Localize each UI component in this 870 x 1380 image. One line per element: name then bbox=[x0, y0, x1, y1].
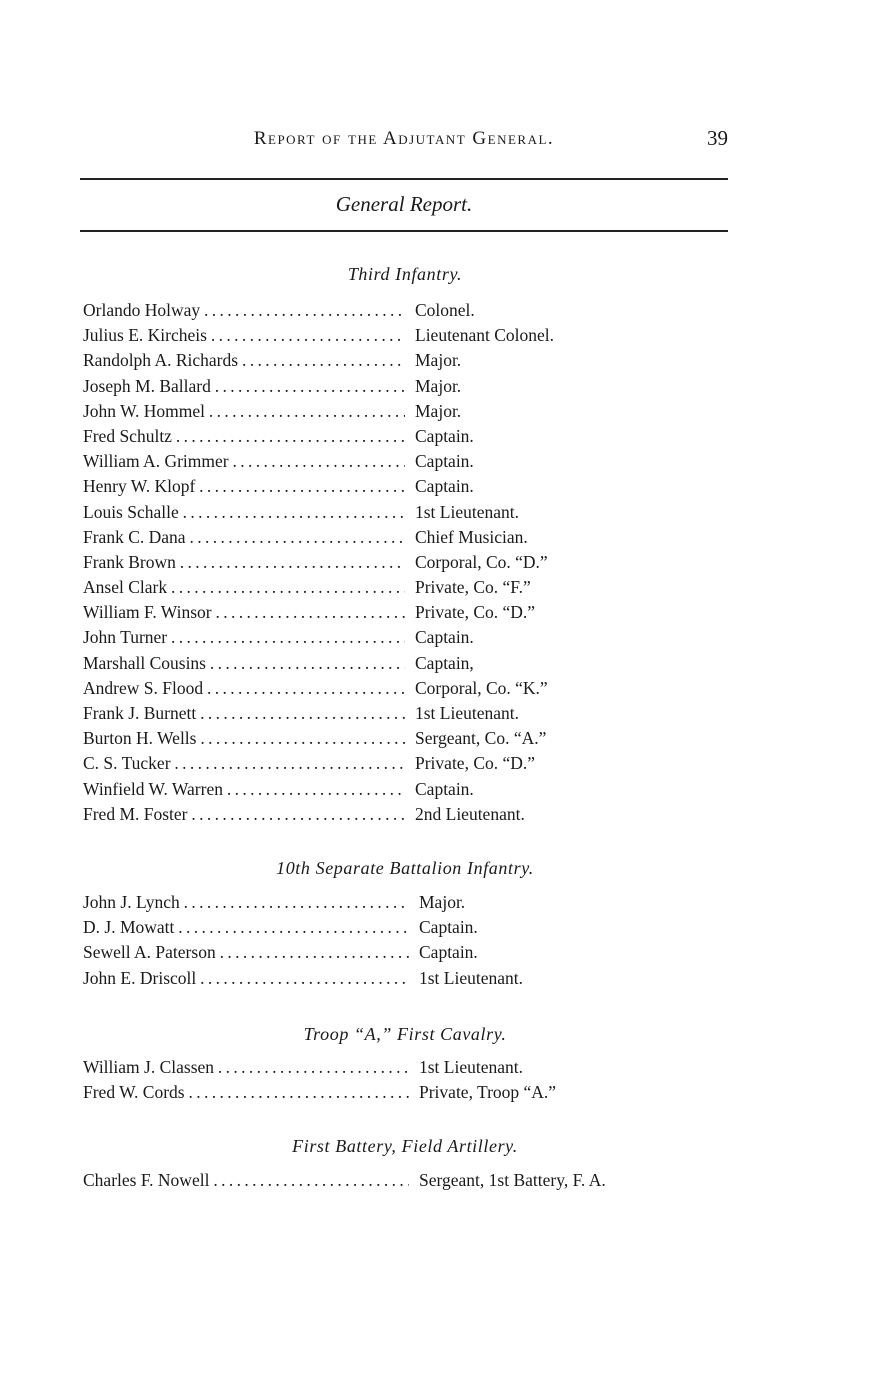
member-rank: 1st Lieutenant. bbox=[415, 501, 520, 522]
member-rank: Major. bbox=[415, 400, 462, 421]
member-rank: Private, Co. “D.” bbox=[415, 753, 536, 774]
member-name: C. S. Tucker . . . bbox=[83, 751, 405, 776]
member-rank: Sergeant, 1st Battery, F. A. bbox=[419, 1170, 606, 1190]
bottom-rule bbox=[80, 230, 728, 232]
member-name: Julius E. Kircheis . . . bbox=[83, 323, 405, 348]
member-rank: Captain, bbox=[415, 652, 474, 673]
member-rank: Major. bbox=[415, 375, 462, 396]
member-rank: Captain. bbox=[415, 627, 474, 648]
member-name: William J. Classen . . . bbox=[83, 1055, 409, 1080]
member-name: Henry W. Klopf . . . bbox=[83, 474, 405, 499]
roster-entry bbox=[83, 525, 603, 550]
roster-troop-a-first-cavalry bbox=[83, 1055, 603, 1105]
member-name: Orlando Holway . . . bbox=[83, 298, 405, 323]
member-name: Sewell A. Paterson . . . bbox=[83, 940, 409, 965]
member-name: D. J. Mowatt . . . bbox=[83, 915, 409, 940]
member-rank: 1st Lieutenant. bbox=[415, 703, 520, 723]
member-name: John Turner . . . bbox=[83, 625, 405, 650]
roster-entry bbox=[83, 424, 603, 449]
member-rank: Corporal, Co. “D.” bbox=[415, 551, 548, 572]
member-rank: 1st Lieutenant. bbox=[419, 1057, 524, 1077]
member-name: John E. Driscoll . . . bbox=[83, 966, 409, 991]
member-name: Joseph M. Ballard . . . bbox=[83, 374, 405, 399]
roster-entry bbox=[83, 940, 603, 965]
member-rank: 2nd Lieutenant. bbox=[415, 803, 525, 824]
member-name: Fred W. Cords . . . bbox=[83, 1080, 409, 1105]
unit-title-first-battery-field-artillery: First Battery, Field Artillery. bbox=[292, 1136, 518, 1156]
member-rank: Sergeant, Co. “A.” bbox=[415, 728, 547, 749]
member-name: Charles F. Nowell . . . bbox=[83, 1168, 409, 1193]
member-rank: Captain. bbox=[415, 476, 474, 497]
member-rank: Lieutenant Colonel. bbox=[415, 325, 554, 346]
roster-entry bbox=[83, 298, 603, 323]
roster-entry bbox=[83, 751, 603, 776]
roster-entry bbox=[83, 1168, 606, 1193]
roster-entry bbox=[83, 600, 603, 625]
roster-entry bbox=[83, 575, 603, 600]
member-name: John W. Hommel . . . bbox=[83, 399, 405, 424]
member-name: Fred M. Foster . . . bbox=[83, 802, 405, 827]
top-rule bbox=[80, 178, 728, 180]
member-name: Fred Schultz . . . bbox=[83, 424, 405, 449]
member-rank: Private, Co. “F.” bbox=[415, 577, 531, 598]
member-name: Frank J. Burnett . . . bbox=[83, 701, 405, 726]
member-name: William A. Grimmer . . . bbox=[83, 449, 405, 474]
roster-entry bbox=[83, 500, 603, 525]
member-rank: Captain. bbox=[415, 778, 474, 799]
roster-entry bbox=[83, 474, 603, 499]
member-name: Andrew S. Flood . . . bbox=[83, 676, 405, 701]
roster-entry bbox=[83, 348, 603, 373]
member-rank: Captain. bbox=[415, 451, 474, 472]
roster-entry bbox=[83, 1055, 603, 1080]
member-name: Marshall Cousins . . . bbox=[83, 651, 405, 676]
unit-title-troop-a-first-cavalry: Troop “A,” First Cavalry. bbox=[303, 1024, 507, 1044]
roster-first-battery-field-artillery bbox=[83, 1168, 606, 1193]
roster-entry bbox=[83, 625, 603, 650]
member-name: Winfield W. Warren . . . bbox=[83, 777, 405, 802]
member-name: Louis Schalle . . . bbox=[83, 500, 405, 525]
roster-entry bbox=[83, 802, 603, 827]
roster-entry bbox=[83, 701, 603, 726]
member-rank: Private, Troop “A.” bbox=[419, 1082, 557, 1103]
member-name: William F. Winsor . . . bbox=[83, 600, 405, 625]
running-title: Report of the Adjutant General. bbox=[253, 128, 555, 149]
section-heading: General Report. bbox=[335, 192, 473, 216]
roster-entry bbox=[83, 449, 603, 474]
roster-entry bbox=[83, 915, 603, 940]
member-name: Ansel Clark . . . bbox=[83, 575, 405, 600]
roster-entry bbox=[83, 890, 603, 915]
roster-entry bbox=[83, 550, 603, 575]
member-rank: Major. bbox=[419, 892, 466, 912]
roster-entry bbox=[83, 777, 603, 802]
member-rank: Captain. bbox=[415, 425, 474, 446]
member-name: Frank Brown . . . bbox=[83, 550, 405, 575]
member-name: Frank C. Dana . . . bbox=[83, 525, 405, 550]
member-name: John J. Lynch . . . bbox=[83, 890, 409, 915]
member-rank: Captain. bbox=[419, 942, 478, 963]
member-rank: 1st Lieutenant. bbox=[419, 967, 524, 988]
roster-entry bbox=[83, 726, 603, 751]
roster-third-infantry bbox=[83, 298, 603, 827]
page-header bbox=[80, 124, 728, 158]
roster-entry bbox=[83, 676, 603, 701]
roster-entry bbox=[83, 1080, 603, 1105]
member-rank: Corporal, Co. “K.” bbox=[415, 677, 548, 698]
member-name: Burton H. Wells . . . bbox=[83, 726, 405, 751]
roster-entry bbox=[83, 374, 603, 399]
member-rank: Private, Co. “D.” bbox=[415, 602, 536, 623]
member-rank: Chief Musician. bbox=[415, 526, 528, 547]
roster-entry bbox=[83, 966, 603, 991]
roster-10th-separate-battalion bbox=[83, 890, 603, 991]
member-name: Randolph A. Richards . . . bbox=[83, 348, 405, 373]
unit-title-third-infantry: Third Infantry. bbox=[347, 264, 463, 284]
roster-entry bbox=[83, 399, 603, 424]
member-rank: Captain. bbox=[419, 917, 478, 938]
member-rank: Major. bbox=[415, 350, 462, 371]
member-rank: Colonel. bbox=[415, 300, 475, 320]
page-number: 39 bbox=[707, 126, 728, 150]
roster-entry bbox=[83, 651, 603, 676]
unit-title-10th-separate-battalion: 10th Separate Battalion Infantry. bbox=[276, 858, 534, 878]
roster-entry bbox=[83, 323, 603, 348]
